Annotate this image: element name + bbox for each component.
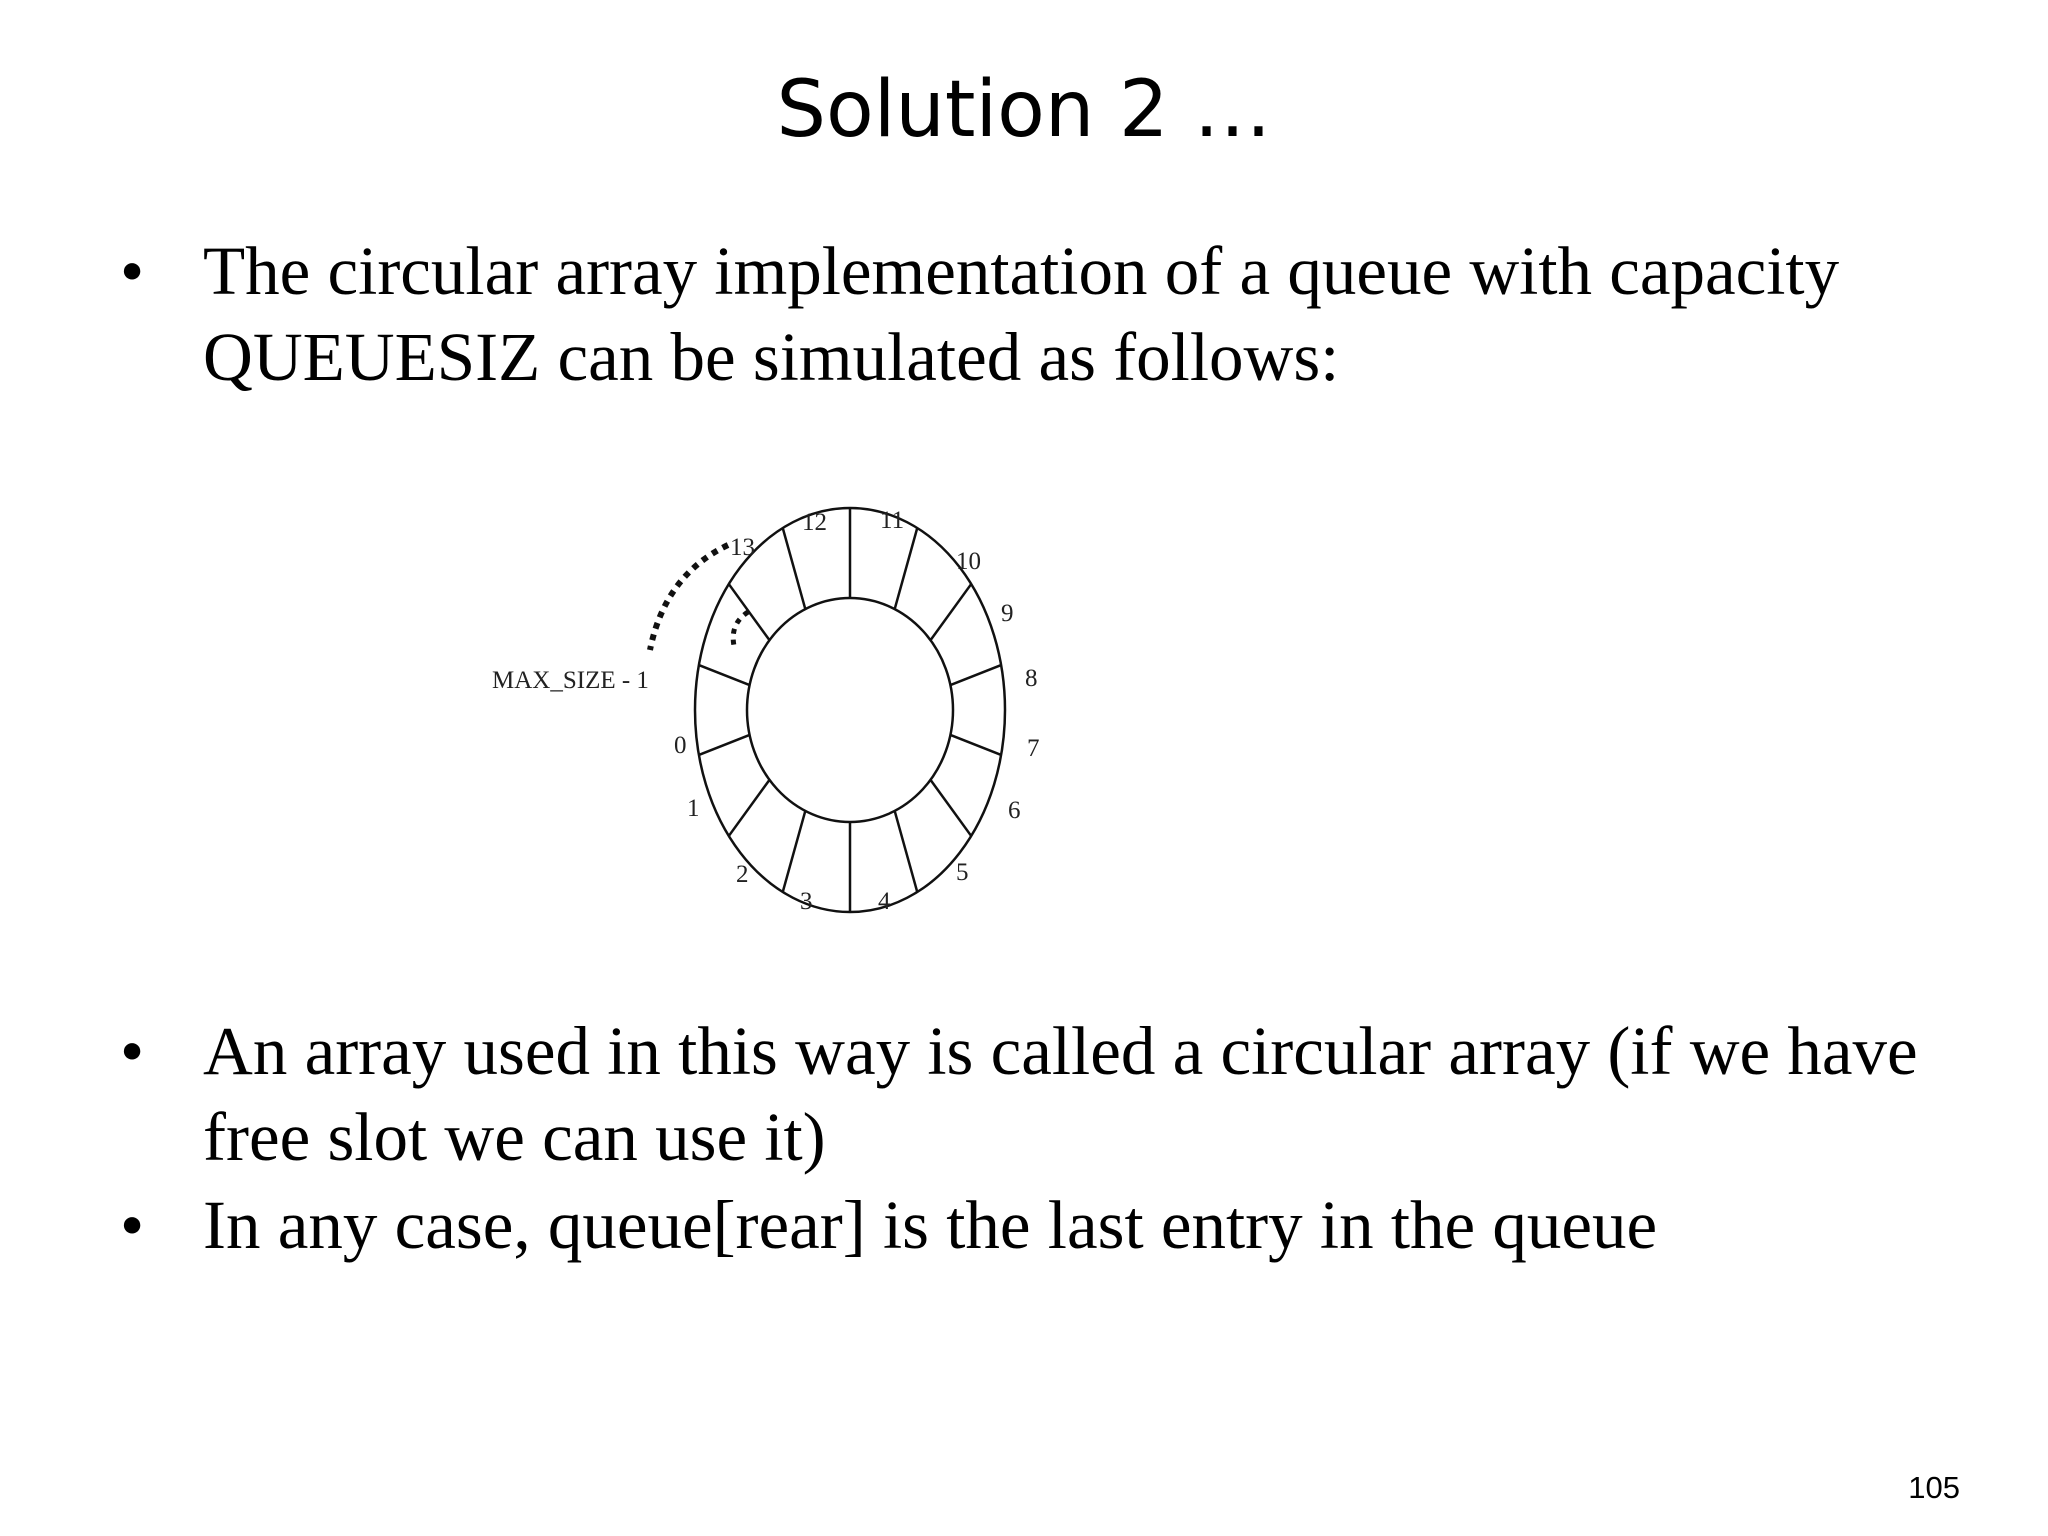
page-number: 105 [1908,1470,1960,1505]
dotted-pointer-outer [650,545,728,650]
slot-label-8: 8 [1025,665,1038,692]
slot-label-13: 13 [730,534,755,561]
slot-divider [931,584,972,640]
dotted-pointer-inner [733,612,748,650]
bullet-marker: • [120,1013,145,1089]
bullet-text-2: An array used in this way is called a circular array (if we have free slot we can use it) [203,1013,1918,1175]
slot-label-0: 0 [674,732,687,759]
bullet-text-1: The circular array implementation of a queue with capacity QUEUESIZ can be simulated as follows: [203,233,1840,395]
slot-label-12: 12 [802,509,827,536]
slot-label-5: 5 [956,859,969,886]
slot-label-1: 1 [687,795,700,822]
slot-index-labels [674,507,1040,915]
slot-label-6: 6 [1008,797,1021,824]
slot-divider [783,811,806,892]
slot-label-9: 9 [1001,600,1014,627]
bullet-text-3: In any case, queue[rear] is the last entry in the queue [203,1187,1658,1263]
slot-label-10: 10 [956,548,981,575]
slot-label-11: 11 [880,507,905,534]
slot-label-4: 4 [878,888,891,915]
slot-label-7: 7 [1027,735,1040,762]
bullet-marker: • [120,1187,145,1263]
slot-label-2: 2 [736,861,749,888]
slot-divider [699,665,750,685]
slot-divider [783,528,806,609]
slot-divider [729,780,770,836]
bullet-marker: • [120,233,145,309]
slot-divider [699,735,750,755]
slide-title: Solution 2 … [776,65,1272,155]
ring-inner-edge [747,598,953,822]
slot-divider [895,811,918,892]
slot-divider [950,735,1001,755]
slot-divider [950,665,1001,685]
slot-label-3: 3 [800,888,813,915]
slot-divider [931,780,972,836]
slot-divider [895,528,918,609]
max-size-label: MAX_SIZE - 1 [492,667,649,694]
